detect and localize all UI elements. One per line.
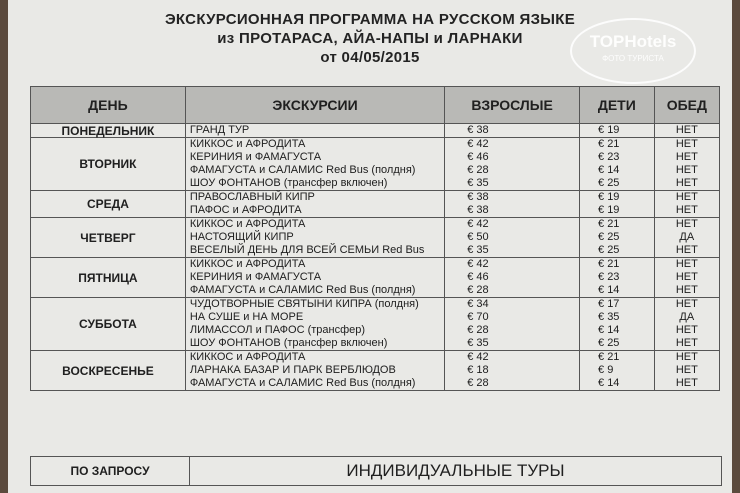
day-cell: СРЕДА [31, 191, 186, 218]
adult-price-cell [445, 191, 580, 218]
lunch-entry: НЕТ [675, 298, 698, 310]
adult-price-entry: € 42 [467, 258, 489, 270]
child-price-entry: € 25 [598, 244, 620, 256]
lunch-cell [654, 138, 719, 191]
lunch-entry: НЕТ [675, 377, 698, 389]
adult-price-entry: € 34 [467, 298, 489, 310]
day-group-row [31, 258, 720, 298]
excursion-entry: ЛАРНАКА БАЗАР И ПАРК ВЕРБЛЮДОВ [189, 364, 396, 376]
child-price-cell [580, 191, 655, 218]
child-price-entry: € 21 [598, 218, 620, 230]
child-price-entry: € 14 [598, 284, 620, 296]
child-price-cell [580, 138, 655, 191]
adult-price-cell [445, 138, 580, 191]
excursion-entry: ЧУДОТВОРНЫЕ СВЯТЫНИ КИПРА (полдня) [189, 298, 419, 310]
lunch-entry: НЕТ [675, 284, 698, 296]
child-price-cell [580, 218, 655, 258]
lunch-entry: ДА [679, 311, 695, 323]
watermark-tagline: ФОТО ТУРИСТА [602, 54, 664, 63]
child-price-entry: € 25 [598, 177, 620, 189]
excursion-sheet [8, 0, 732, 493]
adult-price-entry: € 35 [467, 337, 489, 349]
individual-tours-text: ИНДИВИДУАЛЬНЫЕ ТУРЫ [346, 461, 565, 480]
child-price-entry: € 23 [598, 271, 620, 283]
child-price-entry: € 17 [598, 298, 620, 310]
excursion-table [30, 86, 720, 391]
header-day: ДЕНЬ [31, 87, 186, 124]
adult-price-entry: € 42 [467, 138, 489, 150]
excursion-cell [185, 218, 444, 258]
adult-price-entry: € 35 [467, 177, 489, 189]
excursion-entry: НА СУШЕ и НА МОРЕ [189, 311, 304, 323]
child-price-entry: € 21 [598, 138, 620, 150]
lunch-entry: НЕТ [675, 324, 698, 336]
lunch-entry: НЕТ [675, 364, 698, 376]
child-price-entry: € 19 [598, 191, 620, 203]
on-request-label: ПО ЗАПРОСУ [31, 457, 190, 485]
lunch-cell [654, 258, 719, 298]
day-group-row [31, 218, 720, 258]
excursion-entry: ШОУ ФОНТАНОВ (трансфер включен) [189, 177, 388, 189]
lunch-entry: НЕТ [675, 258, 698, 270]
day-cell: ПЯТНИЦА [31, 258, 186, 298]
adult-price-cell [445, 258, 580, 298]
excursion-entry: ГРАНД ТУР [189, 124, 250, 136]
day-cell: СУББОТА [31, 298, 186, 351]
excursion-entry: КИККОС и АФРОДИТА [189, 218, 306, 230]
lunch-entry: НЕТ [675, 337, 698, 349]
lunch-cell [654, 124, 719, 138]
lunch-entry: ДА [679, 231, 695, 243]
excursion-entry: КЕРИНИЯ и ФАМАГУСТА [189, 271, 322, 283]
child-price-entry: € 21 [598, 351, 620, 363]
child-price-cell [580, 124, 655, 138]
lunch-cell [654, 351, 719, 391]
lunch-entry: НЕТ [675, 124, 698, 136]
lunch-cell [654, 298, 719, 351]
header-title: ЭКСКУРСИОННАЯ ПРОГРАММА НА РУССКОМ ЯЗЫКЕ [164, 11, 576, 28]
day-group-row [31, 138, 720, 191]
adult-price-entry: € 50 [467, 231, 489, 243]
excursion-entry: ФАМАГУСТА и САЛАМИС Red Bus (полдня) [189, 164, 416, 176]
lunch-entry: НЕТ [675, 271, 698, 283]
table-header-row [31, 87, 720, 124]
header-subtitle: из ПРОТАРАСА, АЙА-НАПЫ и ЛАРНАКИ [217, 30, 523, 47]
child-price-entry: € 14 [598, 164, 620, 176]
child-price-entry: € 19 [598, 204, 620, 216]
adult-price-entry: € 28 [467, 164, 489, 176]
excursion-entry: НАСТОЯЩИЙ КИПР [189, 231, 294, 243]
tophotels-watermark [570, 18, 696, 84]
excursion-entry: ЛИМАССОЛ и ПАФОС (трансфер) [189, 324, 366, 336]
adult-price-entry: € 38 [467, 191, 489, 203]
adult-price-cell [445, 351, 580, 391]
child-price-cell [580, 258, 655, 298]
excursion-entry: КИККОС и АФРОДИТА [189, 138, 306, 150]
header-excursions: ЭКСКУРСИИ [185, 87, 444, 124]
adult-price-entry: € 18 [467, 364, 489, 376]
day-cell: ПОНЕДЕЛЬНИК [31, 124, 186, 138]
lunch-cell [654, 191, 719, 218]
excursion-entry: КИККОС и АФРОДИТА [189, 258, 306, 270]
excursion-entry: ФАМАГУСТА и САЛАМИС Red Bus (полдня) [189, 377, 416, 389]
on-request-row [30, 456, 722, 486]
excursion-entry: КИККОС и АФРОДИТА [189, 351, 306, 363]
child-price-cell [580, 298, 655, 351]
day-group-row [31, 351, 720, 391]
excursion-cell [185, 124, 444, 138]
adult-price-cell [445, 124, 580, 138]
lunch-entry: НЕТ [675, 351, 698, 363]
lunch-entry: НЕТ [675, 151, 698, 163]
lunch-cell [654, 218, 719, 258]
excursion-entry: ФАМАГУСТА и САЛАМИС Red Bus (полдня) [189, 284, 416, 296]
child-price-entry: € 14 [598, 324, 620, 336]
header-adults: ВЗРОСЛЫЕ [445, 87, 580, 124]
excursion-cell [185, 191, 444, 218]
child-price-entry: € 14 [598, 377, 620, 389]
adult-price-entry: € 70 [467, 311, 489, 323]
lunch-entry: НЕТ [675, 191, 698, 203]
excursion-entry: ПРАВОСЛАВНЫЙ КИПР [189, 191, 315, 203]
header-lunch: ОБЕД [654, 87, 719, 124]
excursion-cell [185, 138, 444, 191]
adult-price-entry: € 46 [467, 271, 489, 283]
day-cell: ВТОРНИК [31, 138, 186, 191]
header-children: ДЕТИ [580, 87, 655, 124]
adult-price-entry: € 38 [467, 204, 489, 216]
adult-price-entry: € 28 [467, 284, 489, 296]
table-body [31, 124, 720, 391]
child-price-entry: € 23 [598, 151, 620, 163]
day-group-row [31, 124, 720, 138]
lunch-entry: НЕТ [675, 138, 698, 150]
watermark-brand: TOPHotels [589, 32, 677, 51]
lunch-entry: НЕТ [675, 218, 698, 230]
child-price-entry: € 35 [598, 311, 620, 323]
lunch-entry: НЕТ [675, 177, 698, 189]
header-date: от 04/05/2015 [320, 49, 420, 66]
day-group-row [31, 191, 720, 218]
adult-price-entry: € 42 [467, 218, 489, 230]
day-cell: ЧЕТВЕРГ [31, 218, 186, 258]
child-price-entry: € 25 [598, 337, 620, 349]
excursion-entry: ВЕСЕЛЫЙ ДЕНЬ ДЛЯ ВСЕЙ СЕМЬИ Red Bus [189, 244, 425, 256]
child-price-entry: € 19 [598, 124, 620, 136]
adult-price-cell [445, 298, 580, 351]
day-cell: ВОСКРЕСЕНЬЕ [31, 351, 186, 391]
adult-price-entry: € 42 [467, 351, 489, 363]
lunch-entry: НЕТ [675, 204, 698, 216]
child-price-entry: € 21 [598, 258, 620, 270]
child-price-entry: € 25 [598, 231, 620, 243]
lunch-entry: НЕТ [675, 164, 698, 176]
lunch-entry: НЕТ [675, 244, 698, 256]
excursion-entry: КЕРИНИЯ и ФАМАГУСТА [189, 151, 322, 163]
excursion-cell [185, 351, 444, 391]
adult-price-entry: € 38 [467, 124, 489, 136]
adult-price-cell [445, 218, 580, 258]
adult-price-entry: € 35 [467, 244, 489, 256]
child-price-entry: € 9 [598, 364, 614, 376]
child-price-cell [580, 351, 655, 391]
day-group-row [31, 298, 720, 351]
excursion-entry: ШОУ ФОНТАНОВ (трансфер включен) [189, 337, 388, 349]
adult-price-entry: € 28 [467, 377, 489, 389]
excursion-entry: ПАФОС и АФРОДИТА [189, 204, 302, 216]
adult-price-entry: € 28 [467, 324, 489, 336]
excursion-cell [185, 298, 444, 351]
excursion-cell [185, 258, 444, 298]
adult-price-entry: € 46 [467, 151, 489, 163]
